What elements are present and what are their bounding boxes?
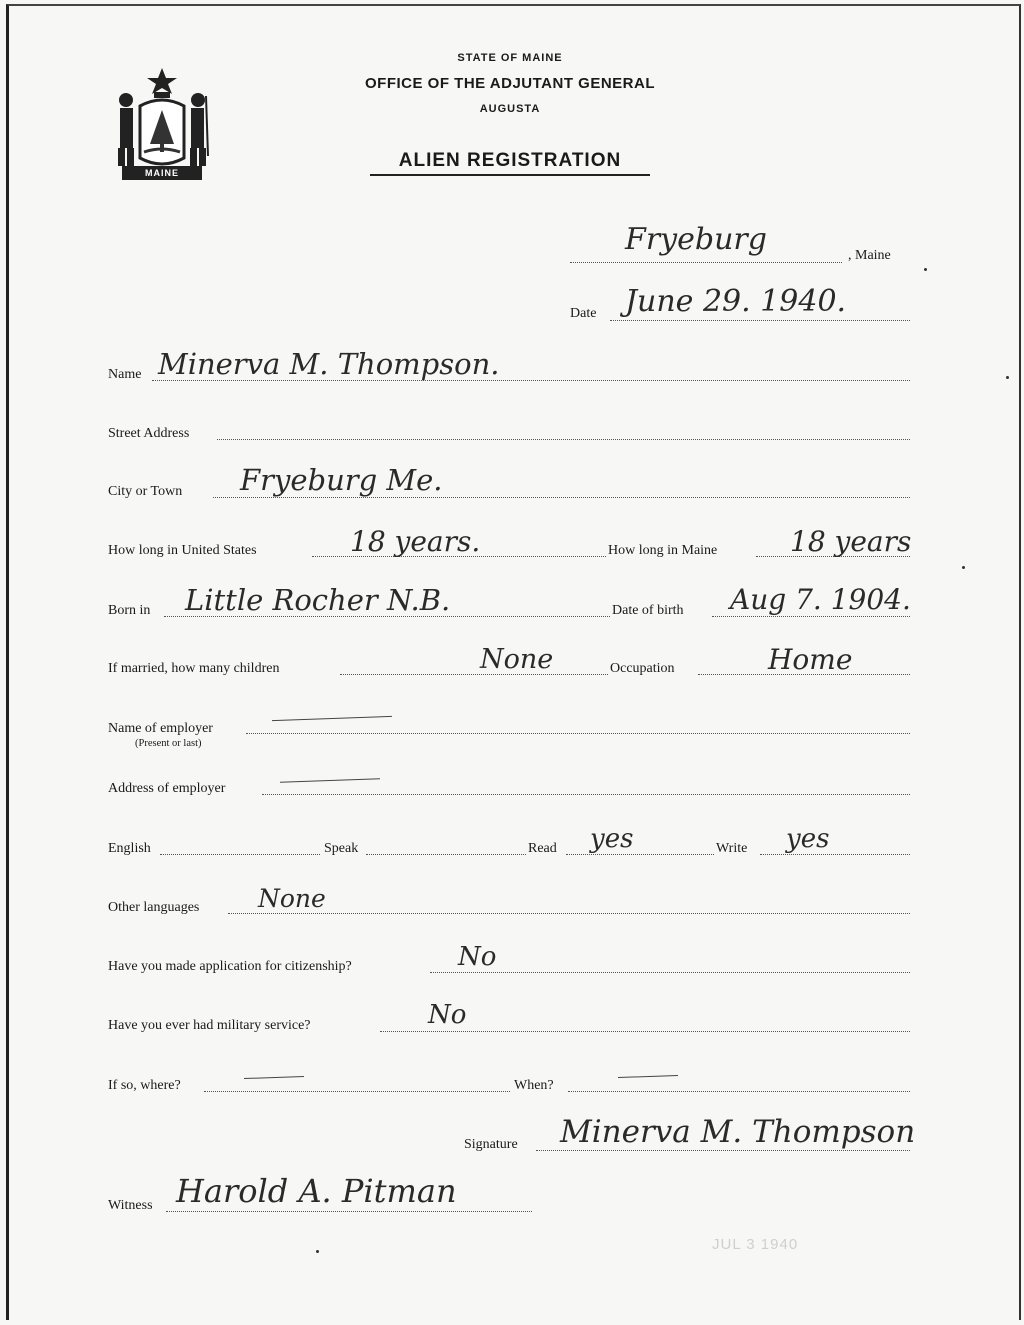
street-line xyxy=(217,439,910,440)
born-in-label: Born in xyxy=(108,603,151,618)
place-line xyxy=(570,262,842,263)
how-long-us-label: How long in United States xyxy=(108,543,257,558)
military-label: Have you ever had military service? xyxy=(108,1018,311,1033)
witness-label: Witness xyxy=(108,1198,153,1213)
read-value: yes xyxy=(590,824,634,854)
date-label: Date xyxy=(570,306,597,321)
other-languages-value: None xyxy=(258,884,326,913)
english-line xyxy=(160,854,320,855)
speak-line xyxy=(366,854,526,855)
children-line xyxy=(340,674,608,675)
english-label: English xyxy=(108,841,151,856)
speak-label: Speak xyxy=(324,841,359,856)
occupation-label: Occupation xyxy=(610,661,675,676)
city-line xyxy=(213,497,910,498)
speck xyxy=(962,566,965,569)
signature-label: Signature xyxy=(464,1137,518,1152)
when-label: When? xyxy=(514,1078,554,1093)
received-stamp: JUL 3 1940 xyxy=(712,1236,799,1253)
speck xyxy=(924,268,927,271)
date-line xyxy=(610,320,910,321)
citizenship-value: No xyxy=(458,942,497,972)
employer-address-label: Address of employer xyxy=(108,781,226,796)
office-heading: OFFICE OF THE ADJUTANT GENERAL xyxy=(365,75,655,92)
state-heading: STATE OF MAINE xyxy=(457,52,563,64)
employer-line xyxy=(246,733,910,734)
title-underline xyxy=(370,174,650,176)
born-in-value: Little Rocher N.B. xyxy=(185,583,451,617)
how-long-maine-label: How long in Maine xyxy=(608,543,718,558)
when-line xyxy=(568,1091,910,1092)
dob-value: Aug 7. 1904. xyxy=(730,583,911,616)
occupation-value: Home xyxy=(768,643,853,676)
write-value: yes xyxy=(786,824,830,854)
form-title: ALIEN REGISTRATION xyxy=(398,150,622,171)
citizenship-line xyxy=(430,972,910,973)
military-line xyxy=(380,1031,910,1032)
seal-text: MAINE xyxy=(145,168,179,178)
where-line xyxy=(204,1091,510,1092)
city-value: Fryeburg Me. xyxy=(240,463,443,497)
children-value: None xyxy=(480,644,554,675)
signature-line xyxy=(536,1150,910,1151)
city-heading: AUGUSTA xyxy=(479,103,541,115)
city-label: City or Town xyxy=(108,484,183,499)
how-long-maine-value: 18 years xyxy=(790,525,912,558)
speck xyxy=(1006,376,1009,379)
speck xyxy=(316,1250,319,1253)
read-line xyxy=(566,854,714,855)
employer-label: Name of employer xyxy=(108,721,213,736)
signature-value: Minerva M. Thompson xyxy=(560,1114,916,1150)
street-label: Street Address xyxy=(108,426,190,441)
place-suffix: , Maine xyxy=(848,248,891,263)
how-long-us-value: 18 years. xyxy=(350,525,481,558)
employer-address-line xyxy=(262,794,910,795)
children-label: If married, how many children xyxy=(108,661,280,676)
witness-value: Harold A. Pitman xyxy=(176,1172,457,1210)
place-value: Fryeburg xyxy=(625,222,767,257)
name-label: Name xyxy=(108,367,142,382)
citizenship-label: Have you made application for citizenship? xyxy=(108,959,352,974)
read-label: Read xyxy=(528,841,557,856)
write-line xyxy=(760,854,910,855)
witness-line xyxy=(166,1211,532,1212)
other-languages-line xyxy=(228,913,910,914)
military-value: No xyxy=(428,1000,467,1030)
name-value: Minerva M. Thompson. xyxy=(158,347,500,381)
write-label: Write xyxy=(716,841,748,856)
other-languages-label: Other languages xyxy=(108,900,200,915)
employer-sublabel: (Present or last) xyxy=(135,738,202,749)
date-value: June 29. 1940. xyxy=(625,284,847,319)
dob-label: Date of birth xyxy=(612,603,684,618)
dob-line xyxy=(712,616,910,617)
where-label: If so, where? xyxy=(108,1078,181,1093)
